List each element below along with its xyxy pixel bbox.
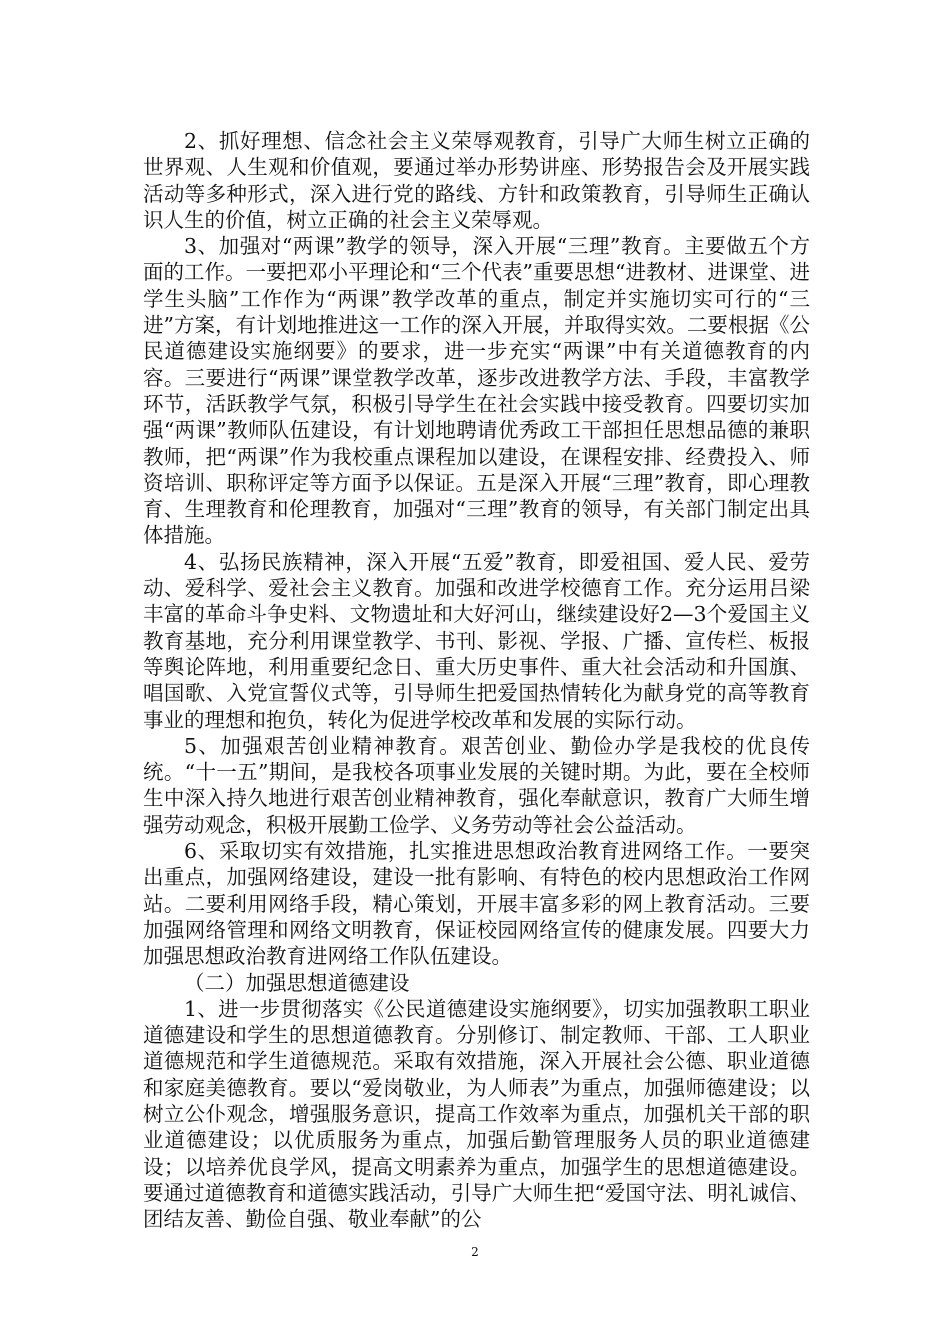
paragraph-item-4: 4、弘扬民族精神，深入开展“五爱”教育，即爱祖国、爱人民、爱劳动、爱科学、爱社会主义教育。加强和改进学校德育工作。充分运用吕梁丰富的革命斗争史料、文物遗址和大好河山，继续建设好2—3个爱国主义教育基地，充分利用课堂教学、书刊、影视、学报、广播、宣传栏、板报等舆论阵地，利用重要纪念日、重大历史事件、重大社会活动和升国旗、唱国歌、入党宣誓仪式等，引导师生把爱国热情转化为献身党的高等教育事业的理想和抱负，转化为促进学校改革和发展的实际行动。 xyxy=(143,549,810,732)
section-heading: （二）加强思想道德建设 xyxy=(184,970,410,995)
paragraph-item-3: 3、加强对“两课”教学的领导，深入开展“三理”教育。主要做五个方面的工作。一要把邓小平理论和“三个代表”重要思想“进教材、进课堂、进学生头脑”工作作为“两课”教学改革的重点，制定并实施切实可行的“三进”方案，有计划地推进这一工作的深入开展，并取得实效。二要根据《公民道德建设实施纲要》的要求，进一步充实“两课”中有关道德教育的内容。三要进行“两课”课堂教学改革，逐步改进教学方法、手段，丰富教学环节，活跃教学气氛，积极引导学生在社会实践中接受教育。四要切实加强“两课”教师队伍建设，有计划地聘请优秀政工干部担任思想品德的兼职教师，把“两课”作为我校重点课程加以建设，在课程安排、经费投入、师资培训、职称评定等方面予以保证。五是深入开展“三理”教育，即心理教育、生理教育和伦理教育，加强对“三理”教育的领导，有关部门制定出具体措施。 xyxy=(143,234,810,548)
page-number: 2 xyxy=(471,1245,479,1259)
paragraph-item-6: 6、采取切实有效措施，扎实推进思想政治教育进网络工作。一要突出重点，加强网络建设，建设一批有影响、有特色的校内思想政治工作网站。二要利用网络手段，精心策划，开展丰富多彩的网上教育活动。三要加强网络管理和网络文明教育，保证校园网络宣传的健康发展。四要大力加强思想政治教育进网络工作队伍建设。 xyxy=(143,839,810,969)
paragraph-item-5: 5、加强艰苦创业精神教育。艰苦创业、勤俭办学是我校的优良传统。“十一五”期间，是我校各项事业发展的关键时期。为此，要在全校师生中深入持久地进行艰苦创业精神教育，强化奉献意识，教育广大师生增强劳动观念，积极开展勤工俭学、义务劳动等社会公益活动。 xyxy=(143,733,810,837)
paragraph-item-1: 1、进一步贯彻落实《公民道德建设实施纲要》，切实加强教职工职业道德建设和学生的思想道德教育。分别修订、制定教师、干部、工人职业道德规范和学生道德规范。采取有效措施，深入开展社会公德、职业道德和家庭美德教育。要以“爱岗敬业，为人师表”为重点，加强师德建设；以树立公仆观念，增强服务意识，提高工作效率为重点，加强机关干部的职业道德建设；以优质服务为重点，加强后勤管理服务人员的职业道德建设；以培养优良学风，提高文明素养为重点，加强学生的思想道德建设。要通过道德教育和道德实践活动，引导广大师生把“爱国守法、明礼诚信、团结友善、勤俭自强、敬业奉献”的公 xyxy=(143,996,810,1232)
paragraph-item-2: 2、抓好理想、信念社会主义荣辱观教育，引导广大师生树立正确的世界观、人生观和价值观，要通过举办形势讲座、形势报告会及开展实践活动等多种形式，深入进行党的路线、方针和政策教育，引导师生正确认识人生的价值，树立正确的社会主义荣辱观。 xyxy=(143,129,810,232)
document-body xyxy=(143,128,810,1232)
